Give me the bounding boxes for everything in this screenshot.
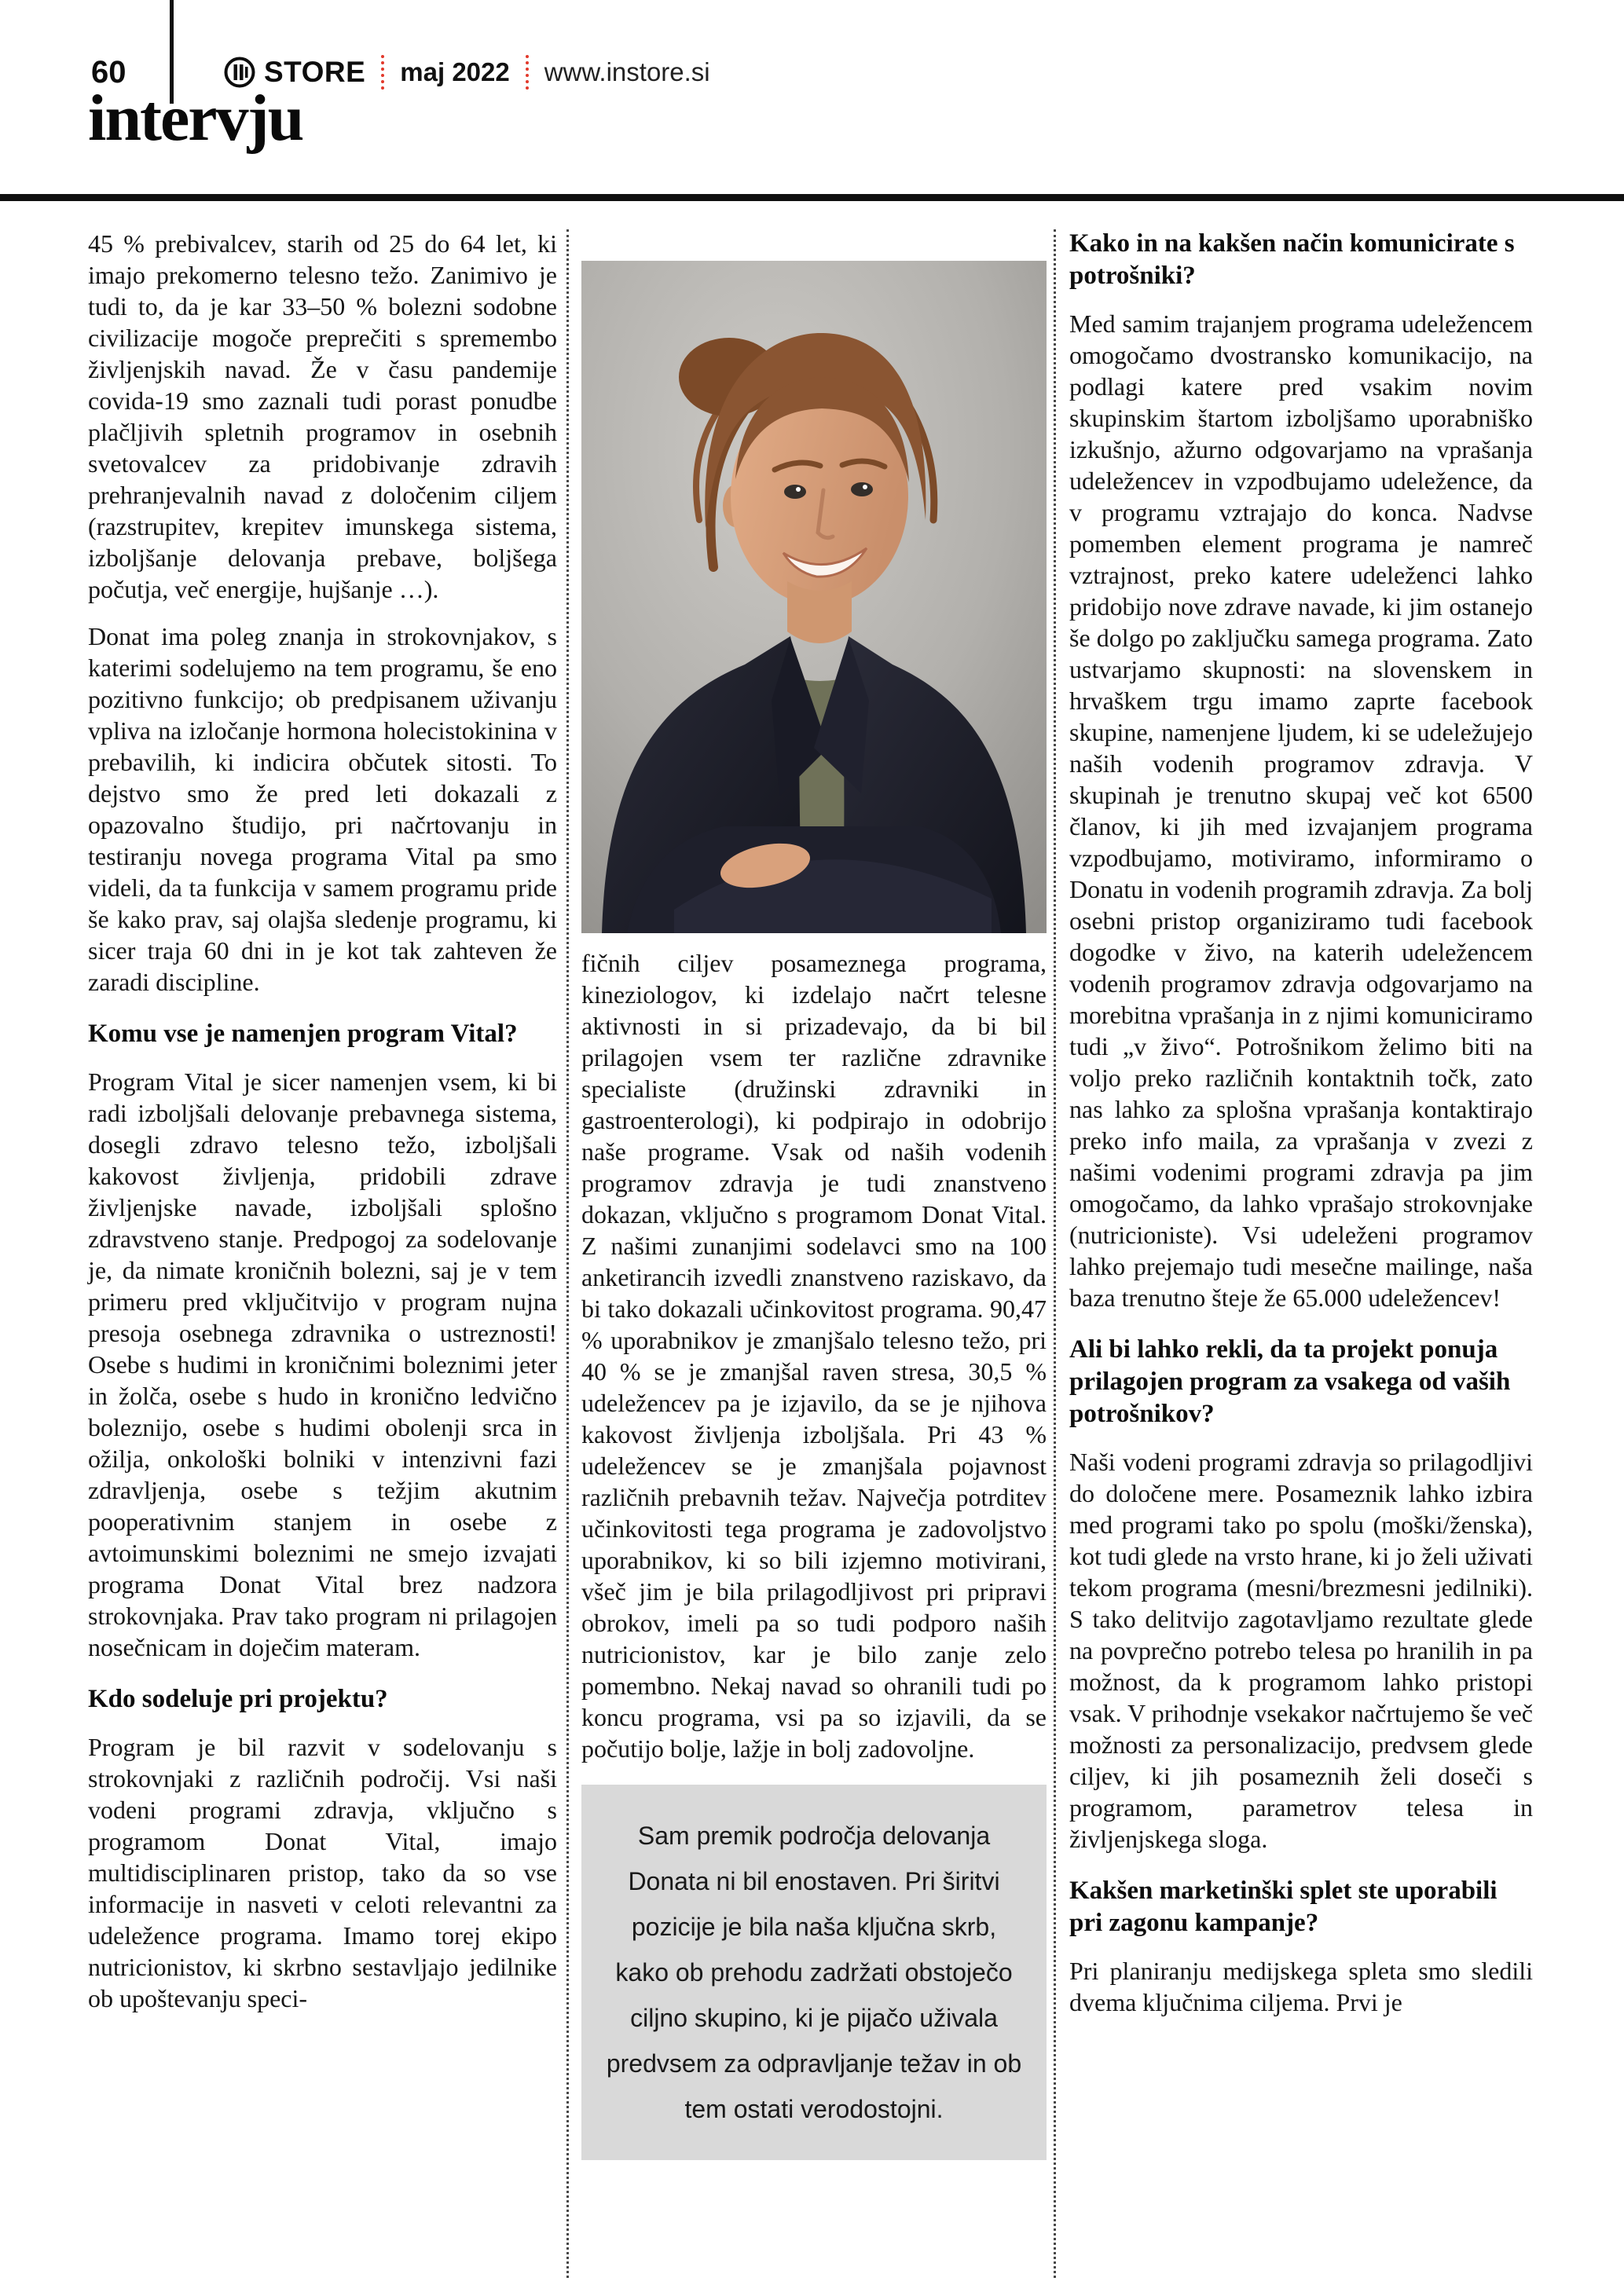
question-heading: Ali bi lahko rekli, da ta projekt ponuja prilagojen program za vsakega od vaših potrošnikov? xyxy=(1069,1335,1511,1428)
article-column-2 xyxy=(581,228,1047,2160)
question-heading: Kako in na kakšen način komunicirate s potrošniki? xyxy=(1069,229,1515,290)
body-paragraph: fičnih ciljev posameznega programa, kineziologov, ki izdelajo načrt telesne aktivnosti in si prizadevajo, da bi bil prilagojen vsem ter različne zdravnike specialiste (družinski zdravniki in gastroenterologi), ki podpirajo in odobrijo naše programe. Vsak od naših vodenih programov zdravja je tudi znanstveno dokazan, vključno s programom Donat Vital. Z našimi zunanjimi sodelavci smo na 100 anketirancih izvedli znanstveno raziskavo, da bi tako dokazali učinkovitost programa. 90,47 % uporabnikov je zmanjšalo telesno težo, pri 40 % se je zmanjšal raven stresa, 30,5 % udeležencev pa je izjavilo, da se je njihova kakovost življenja izboljšala. Pri 43 % udeležencev se je zmanjšala pojavnost različnih prebavnih težav. Največja potrditev učinkovitosti tega programa je zadovoljstvo uporabnikov, ki so bili izjemno motivirani, všeč jim je bila prilagodljivost pri pripravi obrokov, imeli pa so tudi podporo naših nutricionistov, kar je bilo zanje zelo pomembno. Nekaj navad so ohranili tudi po koncu programa, vsi pa so izjavili, da se počutijo bolje, lažje in bolj zadovoljne. xyxy=(581,949,1047,1763)
column-divider xyxy=(1054,229,1056,2278)
page-number: 60 xyxy=(91,55,126,90)
pull-quote-box: Sam premik področja delovanja Donata ni bil enostaven. Pri širitvi pozicije je bila naša ključna skrb, kako ob prehodu zadržati obstoječo ciljno skupino, ki je pijačo uživala predvsem za odpravljanje težav in ob tem ostati verodostojni. xyxy=(581,1785,1047,2160)
question-heading: Kakšen marketinški splet ste uporabili pri zagonu kampanje? xyxy=(1069,1877,1498,1937)
website-url: www.instore.si xyxy=(544,57,710,86)
portrait-photo xyxy=(581,261,1047,933)
red-dotted-separator-icon xyxy=(381,55,384,90)
body-paragraph: Program Vital je sicer namenjen vsem, ki bi radi izboljšali delovanje prebavnega sistema, dosegli zdravo telesno težo, izboljšali kakovost življenja, pridobili zdrave življenjske navade, izboljšali splošno zdravstveno stanje. Predpogoj za sodelovanje je, da nimate kroničnih bolezni, saj je v tem primeru pred vključitvijo v program nujna presoja osebnega zdravnika o ustreznosti! Osebe s hudimi in kroničnimi boleznimi jeter in žolča, osebe s hudo in kronično ledvično boleznijo, osebe s hudimi obolenji srca in ožilja, onkološki bolniki v intenzivni fazi zdravljenja, osebe s težjim akutnim pooperativnim stanjem in osebe z avtoimunskimi boleznimi ne smejo izvajati programa Donat Vital brez nadzora strokovnjaka. Prav tako program ni prilagojen nosečnicam in doječim materam. xyxy=(88,1067,557,1661)
section-title: intervju xyxy=(88,82,303,155)
body-paragraph: Donat ima poleg znanja in strokovnjakov, s katerimi sodelujemo na tem programu, še eno pozitivno funkcijo; ob predpisanem uživanju vpliva na izločanje hormona holecistokinina v prebavilih, ki indicira občutek sitosti. To dejstvo smo že pred leti dokazali z opazovalno študijo, pri načrtovanju in testiranju novega programa Vital pa smo videli, da ta funkcija v samem programu pride še kako prav, saj olajša sledenje programu, ki sicer traja 60 dni in je kot tak zahteven že zaradi discipline. xyxy=(88,622,557,996)
issue-date: maj 2022 xyxy=(400,57,510,86)
body-paragraph: Pri planiranju medijskega spleta smo sledili dvema ključnima ciljema. Prvi je xyxy=(1069,1957,1533,2016)
body-paragraph: 45 % prebivalcev, starih od 25 do 64 let, ki imajo prekomerno telesno težo. Zanimivo je tudi to, da je kar 33–50 % bolezni sodobne civilizacije mogoče preprečiti s spremembo življenjskih navad. Že v času pandemije covida-19 smo zaznali tudi porast ponudbe plačljivih spletnih programov in osebnih svetovalcev za pridobivanje zdravih prehranjevalnih navad z določenim ciljem (razstrupitev, krepitev imunskega sistema, izboljšanje delovanja prebave, boljšega počutja, več energije, hujšanje …). xyxy=(88,229,557,603)
body-paragraph: Naši vodeni programi zdravja so prilagodljivi do določene mere. Posameznik lahko izbira med programi tako po spolu (moški/ženska), kot tudi glede na vrsto hrane, ki jo želi uživati tekom programa (mesni/brezmesni jedilniki). S tako delitvijo zagotavljamo rezultate glede na povprečno potrebo telesa po hranilih in pa možnost, da k programom lahko pristopi vsak. V prihodnje vsekakor načrtujemo še več možnosti za personalizacijo, predvsem glede ciljev, ki jih posameznih želi doseči s programom, parametrov telesa in življenjskega sloga. xyxy=(1069,1448,1533,1853)
article-column-3 xyxy=(1069,228,1533,2034)
red-dotted-separator-icon xyxy=(526,55,529,90)
question-heading: Komu vse je namenjen program Vital? xyxy=(88,1020,518,1048)
magazine-name: STORE xyxy=(264,56,366,88)
article-column-1 xyxy=(88,228,557,2030)
question-heading: Kdo sodeluje pri projektu? xyxy=(88,1685,388,1713)
header-rule xyxy=(0,194,1624,201)
body-paragraph: Med samim trajanjem programa udeležencem omogočamo dvostransko komunikacijo, na podlagi katere pred vsakim novim skupinskim štartom izboljšamo uporabniško izkušnjo, ažurno odgovarjamo na vprašanja udeležencev in vzpodbujamo udeležence, da v programu vztrajajo do konca. Nadvse pomemben element programa je namreč vztrajnost, preko katere udeleženci lahko pridobijo nove zdrave navade, ki jim ostanejo še dolgo po zaključku samega programa. Zato ustvarjamo skupnosti: na slovenskem in hrvaškem trgu imamo zaprte facebook skupine, namenjene ljudem, ki se udeležujejo naših vodenih programov zdravja. V skupinah je trenutno skupaj več kot 6500 članov, ki jih med izvajanjem programa vzpodbujamo, motiviramo, informiramo o Donatu in vodenih programih zdravja. Za bolj osebni pristop organiziramo tudi facebook dogodke v živo, na katerih udeležencem vodenih programov zdravja odgovarjamo na morebitna vprašanja in z njimi komuniciramo tudi „v živo“. Potrošnikom želimo biti na voljo preko različnih kontaktnih točk, zato nas lahko za splošna vprašanja kontaktirajo preko info maila, za vprašanja v zvezi z našimi vodenimi programi zdravja pa jim omogočamo, da lahko vprašajo strokovnjake (nutricioniste). Vsi udeleženi programov lahko prejemajo tudi mesečne mailinge, naša baza trenutno šteje že 65.000 udeležencev! xyxy=(1069,309,1533,1312)
column-divider xyxy=(566,229,569,2278)
body-paragraph: Program je bil razvit v sodelovanju s strokovnjaki z različnih področij. Vsi naši vodeni programi zdravja, vključno s programom Donat Vital, imajo multidisciplinaren pristop, tako da so vse informacije in nasveti v celoti relevantni za udeležence programa. Imamo torej ekipo nutricionistov, ki skrbno sestavljajo jedilnike ob upoštevanju speci- xyxy=(88,1733,557,2012)
